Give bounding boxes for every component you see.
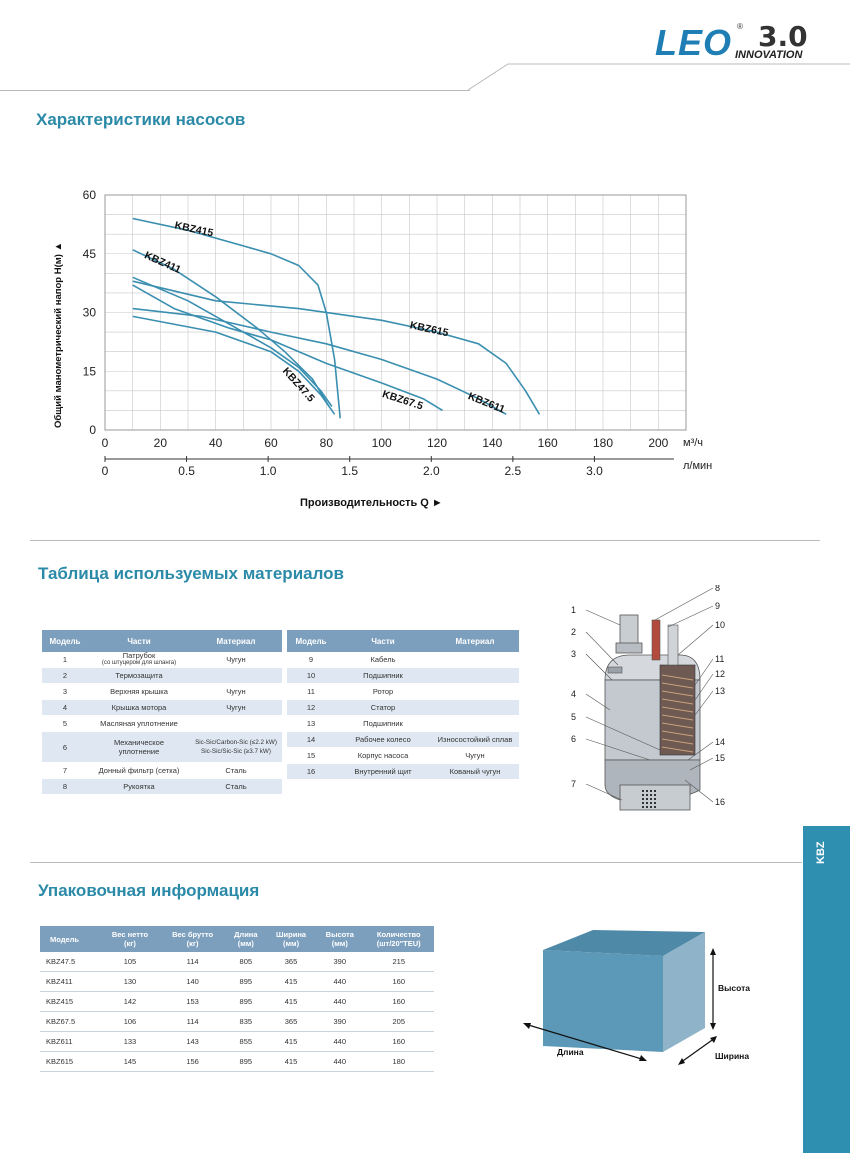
table-cell: 105	[100, 952, 159, 972]
x2-tick-label: 1.0	[259, 464, 277, 478]
table-cell: 415	[266, 1052, 316, 1072]
packing-table	[40, 926, 434, 1072]
table-cell: 143	[160, 1032, 226, 1052]
part-material: Чугун	[190, 700, 282, 716]
series-label: KBZ615	[408, 319, 450, 340]
series-line	[133, 309, 507, 415]
x-tick-label: 40	[208, 436, 223, 450]
table-cell: KBZ47.5	[40, 952, 100, 972]
table-row	[42, 732, 282, 763]
x-unit-label: м³/ч	[683, 437, 704, 449]
part-material	[431, 684, 519, 700]
y-tick-label: 0	[89, 423, 96, 437]
part-material: Чугун	[431, 748, 519, 764]
pack-col-header: Количество (шт/20"TEU)	[363, 926, 434, 952]
x2-tick-label: 2.0	[422, 464, 440, 478]
part-number: 11	[287, 684, 335, 700]
part-name: Статор	[335, 700, 431, 716]
materials-table-right	[287, 630, 519, 780]
callout-label: 9	[715, 601, 721, 611]
box-length-label: Длина	[557, 1047, 584, 1057]
table-cell: 133	[100, 1032, 159, 1052]
x-tick-label: 80	[319, 436, 334, 450]
part-number: 6	[42, 732, 88, 763]
part-material: Сталь	[190, 779, 282, 795]
part-number: 8	[42, 779, 88, 795]
part-number: 13	[287, 716, 335, 732]
table-cell: 855	[226, 1032, 266, 1052]
part-material	[431, 668, 519, 684]
table-row	[40, 952, 434, 972]
y-tick-label: 60	[82, 188, 96, 202]
callout-label: 12	[715, 669, 726, 679]
table-cell: 106	[100, 1012, 159, 1032]
part-number: 15	[287, 748, 335, 764]
part-number: 4	[42, 700, 88, 716]
table-row	[287, 684, 519, 700]
table-row	[287, 764, 519, 780]
table-row	[40, 972, 434, 992]
sidebar-tab	[803, 826, 850, 1153]
pack-col-header: Высота (мм)	[316, 926, 363, 952]
header-divider-slant	[468, 62, 850, 92]
table-cell: 156	[160, 1052, 226, 1072]
table-cell: KBZ67.5	[40, 1012, 100, 1032]
series-label: KBZ611	[466, 390, 507, 416]
table-cell: 114	[160, 1012, 226, 1032]
part-name: Патрубок (со штуцером для шланга)	[88, 652, 190, 668]
table-cell: 440	[316, 1032, 363, 1052]
part-number: 9	[287, 652, 335, 668]
table-cell: 215	[363, 952, 434, 972]
part-material: Сталь	[190, 763, 282, 779]
logo-leo: LEO	[655, 22, 733, 63]
pack-col-header: Модель	[40, 926, 100, 952]
part-name: Корпус насоса	[335, 748, 431, 764]
part-number: 1	[42, 652, 88, 668]
table-row	[42, 652, 282, 668]
table-cell: 895	[226, 992, 266, 1012]
callout-label: 16	[715, 797, 726, 807]
x-tick-label: 20	[153, 436, 168, 450]
part-name: Подшипник	[335, 716, 431, 732]
x-tick-label: 200	[648, 436, 669, 450]
table-cell: 180	[363, 1052, 434, 1072]
callout-label: 11	[715, 654, 725, 664]
table-cell: 145	[100, 1052, 159, 1072]
part-material: Чугун	[190, 684, 282, 700]
part-material: Sic-Sic/Carbon-Sic (≤2.2 kW) Sic-Sic/Sic-Sic (≥3.7 kW)	[190, 732, 282, 763]
table-cell: 415	[266, 1032, 316, 1052]
part-number: 16	[287, 764, 335, 780]
table-cell: 140	[160, 972, 226, 992]
part-name: Внутренний щит	[335, 764, 431, 780]
pack-col-header: Ширина (мм)	[266, 926, 316, 952]
table-row	[40, 992, 434, 1012]
table-row	[42, 716, 282, 732]
part-name: Рукоятка	[88, 779, 190, 795]
x-tick-label: 60	[264, 436, 278, 450]
table-cell: 114	[160, 952, 226, 972]
pump-curve-chart	[0, 180, 850, 520]
table-cell: 415	[266, 972, 316, 992]
part-name: Ротор	[335, 684, 431, 700]
part-name: Крышка мотора	[88, 700, 190, 716]
x2-tick-label: 2.5	[504, 464, 522, 478]
section-divider-2	[30, 862, 802, 863]
packing-box-diagram	[505, 920, 775, 1070]
table-row	[40, 1012, 434, 1032]
pack-col-header: Длина (мм)	[226, 926, 266, 952]
part-name: Масляная уплотнение	[88, 716, 190, 732]
y-tick-label: 30	[82, 305, 96, 320]
table-row	[287, 716, 519, 732]
part-number: 10	[287, 668, 335, 684]
col-header-material: Материал	[431, 630, 519, 652]
part-name: Донный фильтр (сетка)	[88, 763, 190, 779]
table-cell: 805	[226, 952, 266, 972]
y-axis-title: Общий манометрический напор H(м) ▲	[53, 242, 64, 428]
callout-label: 1	[570, 605, 576, 615]
part-material: Чугун	[190, 652, 282, 668]
table-row	[40, 1052, 434, 1072]
x2-tick-label: 3.0	[586, 464, 603, 478]
callout-label: 7	[570, 779, 576, 789]
x2-tick-label: 1.5	[341, 464, 359, 478]
table-row	[287, 748, 519, 764]
series-label: KBZ47.5	[279, 365, 317, 405]
table-cell: 390	[316, 1012, 363, 1032]
col-header-material: Материал	[190, 630, 282, 652]
callout-label: 5	[570, 712, 576, 722]
table-row	[287, 700, 519, 716]
pump-cutaway-diagram	[560, 585, 740, 830]
series-label: KBZ415	[173, 219, 215, 240]
part-name: Рабочее колесо	[335, 732, 431, 748]
logo-version: 3.0	[758, 20, 808, 53]
col-header-parts: Части	[88, 630, 190, 652]
header-divider	[0, 90, 470, 91]
table-cell: 895	[226, 972, 266, 992]
part-material	[431, 716, 519, 732]
callout-label: 15	[715, 753, 726, 763]
series-label: KBZ411	[142, 249, 183, 277]
callout-label: 8	[715, 585, 721, 593]
part-number: 2	[42, 668, 88, 684]
callout-label: 6	[570, 734, 576, 744]
part-material	[190, 716, 282, 732]
callout-label: 3	[570, 649, 576, 659]
table-row	[40, 1032, 434, 1052]
part-number: 3	[42, 684, 88, 700]
table-cell: 365	[266, 1012, 316, 1032]
part-material	[431, 652, 519, 668]
part-name: Кабель	[335, 652, 431, 668]
table-row	[287, 668, 519, 684]
col-header-parts: Части	[335, 630, 431, 652]
table-row	[42, 684, 282, 700]
table-cell: KBZ611	[40, 1032, 100, 1052]
table-cell: 440	[316, 972, 363, 992]
table-row	[287, 732, 519, 748]
table-cell: KBZ411	[40, 972, 100, 992]
table-cell: 160	[363, 992, 434, 1012]
callout-label: 13	[715, 686, 726, 696]
table-cell: 440	[316, 992, 363, 1012]
section-divider-1	[30, 540, 820, 541]
table-cell: 153	[160, 992, 226, 1012]
materials-table-left	[42, 630, 282, 795]
table-cell: 142	[100, 992, 159, 1012]
x-tick-label: 140	[482, 436, 503, 450]
box-height-label: Высота	[718, 983, 750, 993]
part-material	[190, 668, 282, 684]
section-title-packing: Упаковочная информация	[38, 881, 260, 900]
x2-tick-label: 0.5	[178, 464, 195, 478]
table-cell: 390	[316, 952, 363, 972]
x-tick-label: 120	[426, 436, 448, 450]
table-cell: 130	[100, 972, 159, 992]
part-name: Механическое уплотнение	[88, 732, 190, 763]
part-number: 7	[42, 763, 88, 779]
table-cell: 205	[363, 1012, 434, 1032]
part-number: 5	[42, 716, 88, 732]
x-axis-title: Производительность Q ►	[300, 497, 443, 509]
sidebar-label: KBZ	[815, 841, 827, 864]
callout-label: 4	[570, 689, 576, 699]
y-tick-label: 45	[82, 246, 96, 261]
col-header-model: Модель	[42, 630, 88, 652]
table-row	[42, 700, 282, 716]
part-name: Термозащита	[88, 668, 190, 684]
x2-unit-label: л/мин	[683, 460, 713, 472]
table-cell: 160	[363, 1032, 434, 1052]
part-number: 12	[287, 700, 335, 716]
y-tick-label: 15	[82, 364, 96, 379]
table-cell: 440	[316, 1052, 363, 1072]
table-cell: KBZ615	[40, 1052, 100, 1072]
x-tick-label: 0	[101, 436, 109, 450]
col-header-model: Модель	[287, 630, 335, 652]
x-tick-label: 180	[592, 436, 614, 450]
table-cell: KBZ415	[40, 992, 100, 1012]
x2-tick-label: 0	[101, 464, 109, 478]
section-title-materials: Таблица используемых материалов	[38, 564, 345, 583]
part-material: Кованый чугун	[431, 764, 519, 780]
series-label: KBZ67.5	[380, 388, 425, 413]
table-row	[42, 779, 282, 795]
part-material	[431, 700, 519, 716]
table-row	[42, 763, 282, 779]
callout-label: 2	[570, 627, 576, 637]
table-row	[287, 652, 519, 668]
pack-col-header: Вес нетто (кг)	[100, 926, 159, 952]
logo-reg: ®	[737, 22, 743, 31]
part-name: Подшипник	[335, 668, 431, 684]
box-width-label: Ширина	[715, 1051, 750, 1061]
table-cell: 365	[266, 952, 316, 972]
table-cell: 835	[226, 1012, 266, 1032]
x-tick-label: 160	[537, 436, 558, 450]
part-number: 14	[287, 732, 335, 748]
logo-tagline: INNOVATION	[735, 49, 803, 61]
table-cell: 415	[266, 992, 316, 1012]
table-row	[42, 668, 282, 684]
part-material: Износостойкий сплав	[431, 732, 519, 748]
table-cell: 160	[363, 972, 434, 992]
section-title-curves: Характеристики насосов	[36, 110, 246, 129]
pack-col-header: Вес брутто (кг)	[160, 926, 226, 952]
part-name: Верхняя крышка	[88, 684, 190, 700]
x-tick-label: 100	[371, 436, 392, 450]
callout-label: 14	[715, 737, 726, 747]
box-front	[543, 950, 663, 1052]
table-cell: 895	[226, 1052, 266, 1072]
callout-label: 10	[715, 620, 726, 630]
